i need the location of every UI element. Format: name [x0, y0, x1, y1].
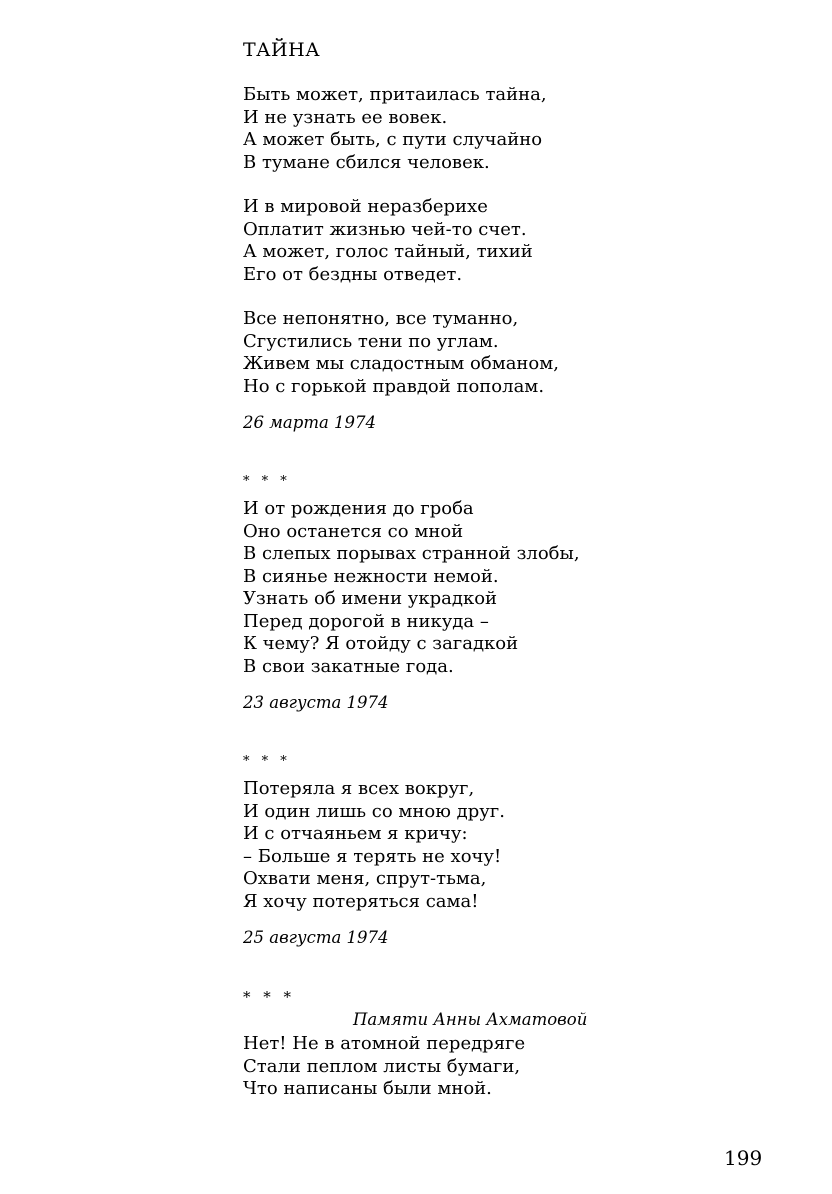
- poem-untitled-2: [243, 754, 803, 949]
- poem-line: Но с горькой правдой пополам.: [243, 375, 545, 397]
- poem-line: В сиянье нежности немой.: [243, 565, 499, 587]
- poem-line: Узнать об имени украдкой: [243, 588, 498, 609]
- poem-line: Перед дорогой в никуда –: [243, 610, 489, 632]
- poem-line: И в мировой неразберихе: [243, 196, 488, 217]
- section-separator: * * *: [243, 754, 291, 769]
- poem-untitled-1: [243, 474, 803, 714]
- stanza: [243, 196, 803, 286]
- poem-line: Я хочу потеряться сама!: [243, 890, 479, 912]
- poem-line: Оно останется со мной: [243, 520, 464, 542]
- stanza: [243, 84, 803, 174]
- poem-akhmatova: [243, 989, 803, 1101]
- section-separator: * * *: [243, 474, 291, 489]
- poem-date: 23 августа 1974: [243, 693, 389, 712]
- poem-title: ТАЙНА: [243, 39, 321, 61]
- poem-date: 25 августа 1974: [243, 928, 389, 947]
- poem-line: А может, голос тайный, тихий: [243, 241, 533, 262]
- poem-line: И один лишь со мною друг.: [243, 800, 505, 822]
- poem-date: 26 марта 1974: [243, 413, 377, 432]
- poem-line: В слепых порывах странной злобы,: [243, 543, 580, 564]
- poem-line: Стали пеплом листы бумаги,: [243, 1055, 521, 1077]
- stanza: [243, 308, 803, 398]
- poem-line: И с отчаяньем я кричу:: [243, 823, 468, 844]
- poem-line: К чему? Я отойду с загадкой: [243, 633, 519, 654]
- poem-dedication: Памяти Анны Ахматовой: [353, 1010, 588, 1029]
- poem-line: – Больше я терять не хочу!: [243, 845, 502, 867]
- poem-line: Его от бездны отведет.: [243, 263, 463, 285]
- section-separator: * * *: [243, 988, 296, 1006]
- page-content: [243, 38, 803, 1101]
- poem-line: И не узнать ее вовек.: [243, 106, 448, 128]
- poem-line: И от рождения до гроба: [243, 498, 474, 519]
- poem-line: Нет! Не в атомной передряге: [243, 1033, 526, 1054]
- poem-line: Что написаны были мной.: [243, 1078, 492, 1099]
- poem-line: Быть может, притаилась тайна,: [243, 84, 547, 105]
- poem-line: В тумане сбился человек.: [243, 151, 490, 173]
- poem-tayna: [243, 38, 803, 434]
- poem-line: Все непонятно, все туманно,: [243, 308, 519, 329]
- poem-line: Охвати меня, спрут-тьма,: [243, 868, 487, 889]
- poem-line: Живем мы сладостным обманом,: [243, 353, 559, 374]
- poem-line: Оплатит жизнью чей-то счет.: [243, 218, 527, 240]
- poem-line: В свои закатные года.: [243, 655, 454, 677]
- poem-line: А может быть, с пути случайно: [243, 129, 543, 150]
- poem-line: Сгустились тени по углам.: [243, 330, 499, 352]
- page-number: 199: [724, 1146, 763, 1170]
- poem-line: Потеряла я всех вокруг,: [243, 778, 475, 799]
